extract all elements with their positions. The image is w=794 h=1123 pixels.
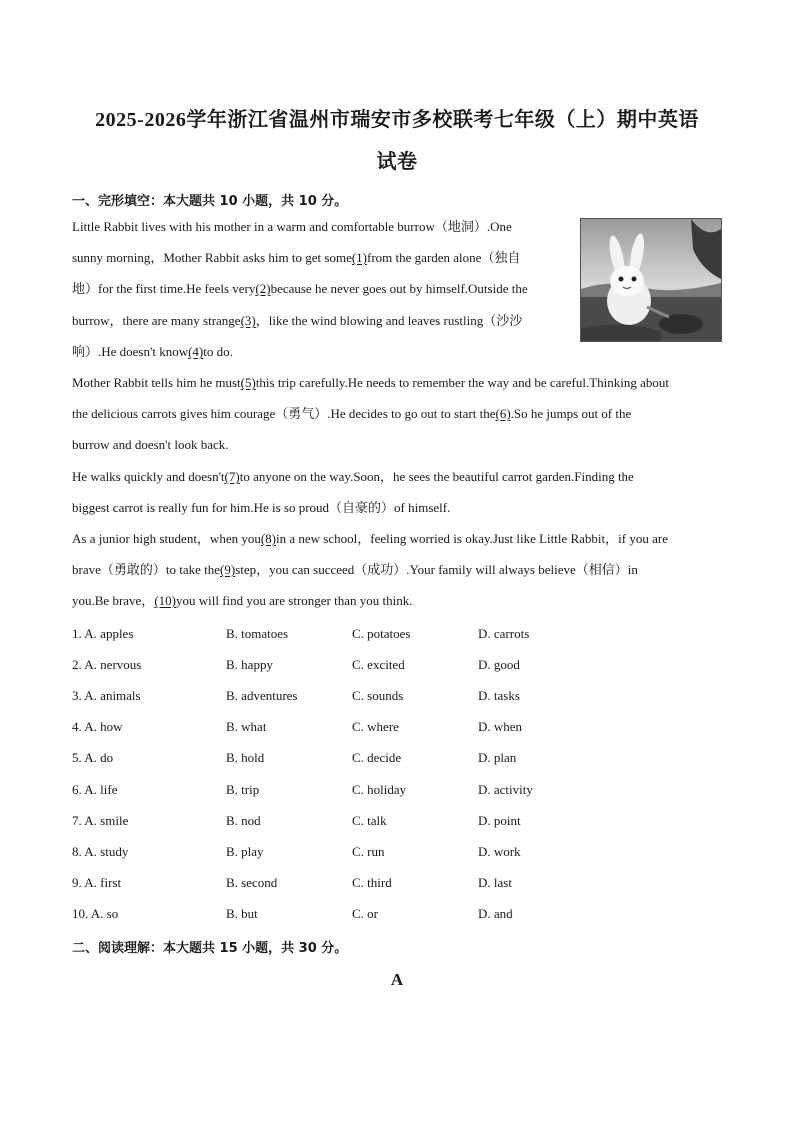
question-5-option-a: 5. A. do: [72, 750, 114, 765]
question-4-option-b: B. what: [226, 719, 267, 734]
question-10-option-b: B. but: [226, 906, 258, 921]
passage-line: 响）.He doesn't know(4)to do.: [72, 344, 233, 359]
blank-9: (9): [220, 562, 236, 577]
question-10-option-a: 10. A. so: [72, 906, 119, 921]
question-4-option-d: D. when: [478, 719, 523, 734]
question-2-option-b: B. happy: [226, 657, 273, 672]
question-5-option-c: C. decide: [352, 750, 402, 765]
question-1-option-a: 1. A. apples: [72, 626, 134, 641]
blank-7: (7): [224, 469, 240, 484]
page-title-line-2: 试卷: [376, 151, 418, 173]
blank-10: (10): [154, 593, 176, 608]
passage-line: Little Rabbit lives with his mother in a warm and comfortable burrow（地洞）.One: [72, 219, 512, 234]
blank-3: (3): [240, 313, 256, 328]
question-10-option-d: D. and: [478, 906, 513, 921]
question-8-option-c: C. run: [352, 844, 385, 859]
question-3-option-b: B. adventures: [226, 688, 298, 703]
question-9-option-c: C. third: [352, 875, 392, 890]
question-3-option-c: C. sounds: [352, 688, 404, 703]
question-1-option-d: D. carrots: [478, 626, 530, 641]
question-7-option-a: 7. A. smile: [72, 813, 129, 828]
passage-line: He walks quickly and doesn't(7)to anyone on the way.Soon，he sees the beautiful carrot garden.Finding the: [72, 469, 634, 484]
question-7-option-b: B. nod: [226, 813, 261, 828]
question-8-option-d: D. work: [478, 844, 521, 859]
passage-line: Mother Rabbit tells him he must(5)this trip carefully.He needs to remember the way and be careful.Thinking about: [72, 375, 670, 390]
passage-line: burrow and doesn't look back.: [72, 437, 229, 452]
passage-line: the delicious carrots gives him courage（勇气）.He decides to go out to start the(6).So he jumps out of the: [72, 406, 632, 421]
blank-8: (8): [260, 531, 277, 546]
passage-line: you.Be brave，(10)you will find you are stronger than you think.: [72, 593, 413, 608]
question-8-option-b: B. play: [226, 844, 264, 859]
question-3-option-d: D. tasks: [478, 688, 520, 703]
section-heading-reading: 二、阅读理解：本大题共 15 小题，共 30 分。: [72, 941, 348, 956]
passage-line: brave（勇敢的）to take the(9)step，you can succeed（成功）.Your family will always believe（相信）in: [72, 562, 638, 577]
question-7-option-d: D. point: [478, 813, 521, 828]
question-7-option-c: C. talk: [352, 813, 387, 828]
question-6-option-a: 6. A. life: [72, 782, 118, 797]
rabbit-illustration: [580, 218, 722, 342]
question-9-option-d: D. last: [478, 875, 512, 890]
blank-4: (4): [188, 344, 204, 359]
blank-1: (1): [351, 250, 368, 265]
question-1-option-c: C. potatoes: [352, 626, 411, 641]
question-10-option-c: C. or: [352, 906, 378, 921]
question-4-option-c: C. where: [352, 719, 399, 734]
question-6-option-d: D. activity: [478, 782, 533, 797]
question-9-option-a: 9. A. first: [72, 875, 122, 890]
question-6-option-c: C. holiday: [352, 782, 407, 797]
question-2-option-c: C. excited: [352, 657, 405, 672]
question-5-option-b: B. hold: [226, 750, 265, 765]
blank-5: (5): [240, 375, 256, 390]
question-5-option-d: D. plan: [478, 750, 517, 765]
passage-line: sunny morning，Mother Rabbit asks him to get some(1)from the garden alone（独自: [72, 250, 521, 265]
question-2-option-a: 2. A. nervous: [72, 657, 142, 672]
page-title-line-1: 2025-2026学年浙江省温州市瑞安市多校联考七年级（上）期中英语: [95, 109, 699, 131]
question-8-option-a: 8. A. study: [72, 844, 129, 859]
question-4-option-a: 4. A. how: [72, 719, 123, 734]
passage-line: As a junior high student，when you(8)in a new school，feeling worried is okay.Just like Little Rabbit，if you are: [72, 531, 668, 546]
passage-line: burrow，there are many strange(3)，like the wind blowing and leaves rustling（沙沙: [72, 313, 523, 328]
passage-line: biggest carrot is really fun for him.He is so proud（自豪的）of himself.: [72, 500, 451, 515]
blank-2: (2): [255, 281, 271, 296]
question-6-option-b: B. trip: [226, 782, 260, 797]
question-1-option-b: B. tomatoes: [226, 626, 289, 641]
passage-a-heading: A: [390, 970, 404, 989]
section-heading-cloze: 一、完形填空：本大题共 10 小题，共 10 分。: [72, 194, 348, 209]
question-9-option-b: B. second: [226, 875, 278, 890]
blank-6: (6): [495, 406, 511, 421]
passage-line: 地）for the first time.He feels very(2)because he never goes out by himself.Outside the: [72, 281, 528, 296]
question-3-option-a: 3. A. animals: [72, 688, 141, 703]
question-2-option-d: D. good: [478, 657, 520, 672]
